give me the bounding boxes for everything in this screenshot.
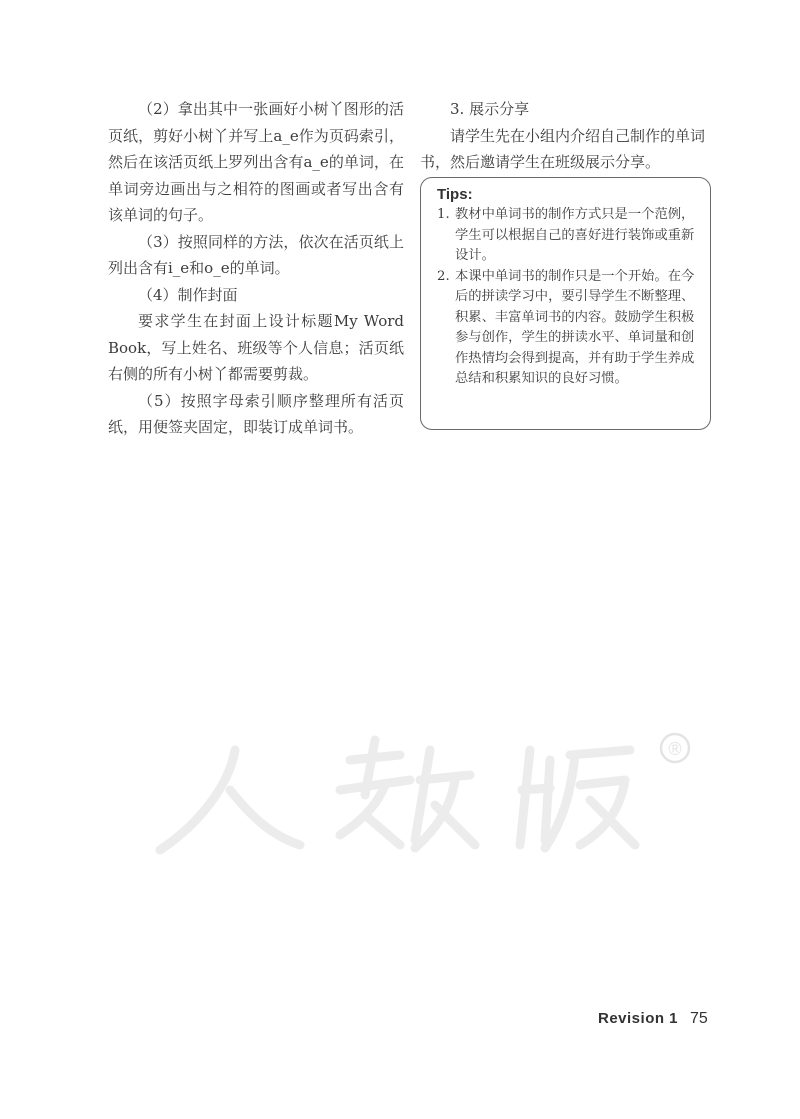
tips-item-text: 本课中单词书的制作只是一个开始。在今后的拼读学习中，要引导学生不断整理、积累、丰富单词书的内容。鼓励学生积极参与创作，学生的拼读水平、单词量和创作热情均会得到提高，并有助于学生养成总结和积累知识的良好习惯。 [455,268,695,386]
paragraph-share: 请学生先在小组内介绍自己制作的单词书，然后邀请学生在班级展示分享。 [420,126,706,171]
tips-box [420,177,711,430]
tips-title: Tips: [437,186,473,203]
footer-unit-label: Revision 1 [598,1010,679,1027]
publisher-watermark [150,720,710,870]
paragraph-step-3: （3）按照同样的方法，依次在活页纸上列出含有i_e和o_e的单词。 [108,232,404,277]
left-column [108,96,404,441]
tips-item [437,267,696,390]
paragraph-step-2: （2）拿出其中一张画好小树丫图形的活页纸，剪好小树丫并写上a_e作为页码索引，然后在该活页纸上罗列出含有a_e的单词，在单词旁边画出与之相符的图画或者写出含有该单词的句子。 [108,100,404,224]
tips-item-number: 1. [437,207,450,222]
paragraph-step-5: （5）按照字母索引顺序整理所有活页纸，用便签夹固定，即装订成单词书。 [108,391,404,436]
tips-item-number: 2. [437,268,450,284]
paragraph-step-4-heading: （4）制作封面 [138,285,238,304]
tips-list [437,205,696,390]
registered-mark: ® [668,739,682,759]
right-column [420,96,716,176]
tips-item [437,205,696,267]
tips-item-text: 教材中单词书的制作方式只是一个范例，学生可以根据自己的喜好进行装饰或重新设计。 [455,207,695,263]
section-heading-share: 3. 展示分享 [450,100,530,118]
page-number: 75 [690,1010,708,1027]
paragraph-step-4-body: 要求学生在封面上设计标题My Word Book，写上姓名、班级等个人信息；活页纸右侧的所有小树丫都需要剪裁。 [108,312,404,383]
page-footer [598,1010,708,1028]
